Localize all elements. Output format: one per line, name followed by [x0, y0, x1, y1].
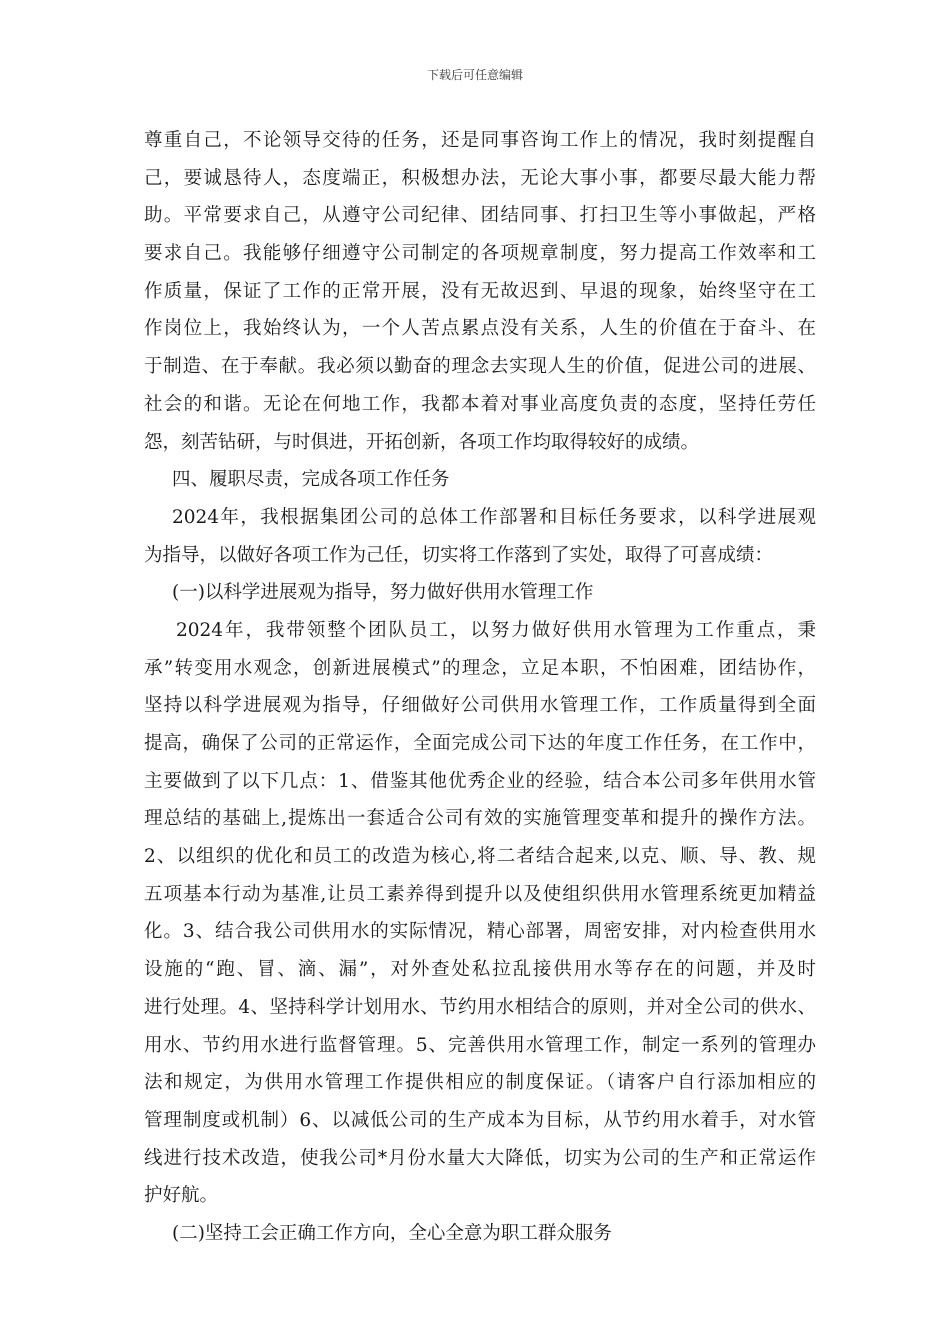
text-line: 理总结的基础上,提炼出一套适合公司有效的实施管理变革和提升的操作方法。: [144, 808, 816, 830]
text-line: 五项基本行动为基准,让员工素养得到提升以及使组织供用水管理系统更加精益: [144, 883, 816, 905]
text-line: 于制造、在于奉献。我必须以勤奋的理念去实现人生的价值，促进公司的进展、: [144, 356, 816, 378]
text-line: 提高，确保了公司的正常运作，全面完成公司下达的年度工作任务，在工作中，: [144, 733, 816, 754]
text-line: 法和规定，为供用水管理工作提供相应的制度保证。（请客户自行添加相应的: [144, 1072, 816, 1094]
text-line: 作岗位上，我始终认为，一个人苦点累点没有关系，人生的价值在于奋斗、在: [144, 318, 816, 340]
text-line: 要求自己。我能够仔细遵守公司制定的各项规章制度，努力提高工作效率和工: [144, 243, 816, 265]
text-line: 主要做到了以下几点：1、借鉴其他优秀企业的经验，结合本公司多年供用水管: [144, 770, 816, 792]
section-heading: 四、履职尽责，完成各项工作任务: [172, 469, 450, 491]
text-line: 2024年，我带领整个团队员工，以努力做好供用水管理为工作重点，秉: [176, 619, 816, 641]
subsection-heading: (二)坚持工会正确工作方向，全心全意为职工群众服务: [172, 1222, 612, 1244]
text-line: 2024年，我根据集团公司的总体工作部署和目标任务要求，以科学进展观: [172, 506, 816, 528]
text-line: 设施的“跑、冒、滴、漏”，对外查处私拉乱接供用水等存在的问题，并及时: [144, 959, 816, 981]
page-header: 下载后可任意编辑: [426, 68, 523, 82]
text-line: 尊重自己，不论领导交待的任务，还是同事咨询工作上的情况，我时刻提醒自: [144, 130, 816, 151]
text-line: 为指导，以做好各项工作为己任，切实将工作落到了实处，取得了可喜成绩：: [144, 544, 774, 566]
text-line: 怨，刻苦钻研，与时俱进，开拓创新，各项工作均取得较好的成绩。: [144, 431, 700, 453]
text-line: 承”转变用水观念，创新进展模式”的理念，立足本职，不怕困难，团结协作，: [144, 657, 816, 679]
text-line: 社会的和谐。无论在何地工作，我都本着对事业高度负责的态度，坚持任劳任: [144, 393, 816, 415]
text-line: 进行处理。4、坚持科学计划用水、节约用水相结合的原则，并对全公司的供水、: [144, 996, 816, 1018]
text-line: 己，要诚恳待人，态度端正，积极想办法，无论大事小事，都要尽最大能力帮: [144, 167, 816, 189]
text-line: 助。平常要求自己，从遵守公司纪律、团结同事、打扫卫生等小事做起，严格: [144, 205, 816, 227]
text-line: 线进行技术改造，使我公司*月份水量大大降低，切实为公司的生产和正常运作: [144, 1147, 816, 1169]
text-line: 作质量，保证了工作的正常开展，没有无故迟到、早退的现象，始终坚守在工: [144, 280, 816, 302]
text-line: 用水、节约用水进行监督管理。5、完善供用水管理工作，制定一系列的管理办: [144, 1034, 816, 1056]
document-body: [144, 122, 816, 1253]
text-line: 化。3、结合我公司供用水的实际情况，精心部署，周密安排，对内检查供用水: [144, 921, 816, 943]
text-line: 护好航。: [144, 1185, 219, 1207]
subsection-heading: (一)以科学进展观为指导，努力做好供用水管理工作: [172, 582, 594, 604]
text-line: 管理制度或机制）6、以减低公司的生产成本为目标，从节约用水着手，对水管: [144, 1109, 816, 1131]
text-line: 2、以组织的优化和员工的改造为核心,将二者结合起来,以克、顺、导、教、规: [144, 846, 816, 868]
text-line: 坚持以科学进展观为指导，仔细做好公司供用水管理工作，工作质量得到全面: [144, 695, 816, 717]
